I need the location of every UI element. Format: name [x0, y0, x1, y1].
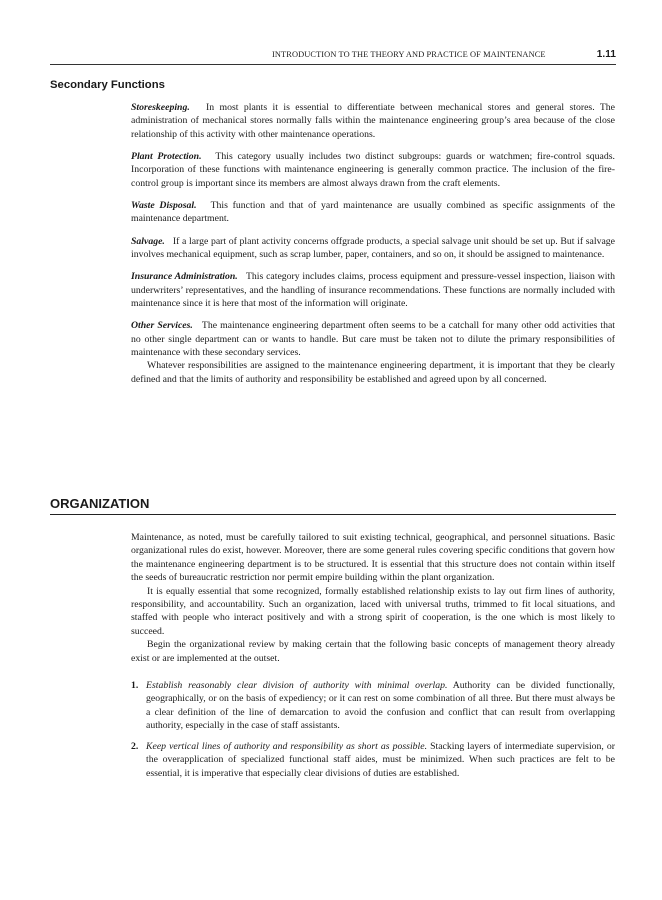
page-number: 1.11	[596, 49, 616, 60]
concept-lead-1: Establish reasonably clear division of authority with minimal overlap.	[146, 680, 448, 692]
paragraph-storeskeeping	[131, 101, 615, 141]
term-waste-disposal: Waste Disposal.	[131, 200, 197, 212]
concept-number-1: 1.	[131, 680, 139, 692]
concept-number-2: 2.	[131, 740, 139, 752]
text-waste-disposal: This function and that of yard maintenance are usually combined as specific assignments of the maintenance department.	[131, 200, 615, 225]
term-insurance-administration: Insurance Administration.	[131, 271, 238, 283]
organization-paragraph-2: It is equally essential that some recognized, formally established relationship exists to lay out firm lines of authority, responsibility, and accountability. Such an organization, laced with universal truths, trimmed to fit local situations, and staffed with people who interact positively and with a strong spirit of cooperation, is the one which is most likely to succeed.	[131, 585, 615, 637]
running-head-title	[272, 50, 616, 59]
concept-text-1: Authority can be divided functionally, geographically, or on the basis of expediency; or it can rest on some combination of all three. But there must always be a clear definition of the line of demarcation to avoid the confusion and conflict that can result from overlapping authority, especially in the case of staff assistants.	[146, 680, 615, 732]
header-rule	[50, 64, 616, 65]
paragraph-waste-disposal	[131, 199, 615, 226]
paragraph-closing: Whatever responsibilities are assigned to the maintenance engineering department, it is important that they be clearly defined and that the limits of authority and responsibility be established and agreed upon by all concerned.	[131, 360, 615, 385]
concept-item-2	[131, 740, 615, 780]
term-plant-protection: Plant Protection.	[131, 151, 202, 163]
text-salvage: If a large part of plant activity concerns offgrade products, a special salvage unit should be set up. But if salvage involves mechanical equipment, such as scrap lumber, paper, containers, and so on, it should be assigned to maintenance.	[131, 235, 615, 261]
text-storeskeeping: In most plants it is essential to differentiate between mechanical stores and general stores. The administration of mechanical stores normally falls within the maintenance engineering group’s area because of the close relationship of this activity with other maintenance operations.	[131, 102, 616, 140]
secondary-functions-section	[131, 101, 615, 386]
text-plant-protection: This category usually includes two distinct subgroups: guards or watchmen; fire-control squads. Incorporation of these functions with maintenance engineering is generally common practice. The inclusion of the fire-control group is important since its members are almost always drawn from the craft elements.	[131, 151, 615, 189]
paragraph-salvage	[131, 235, 615, 262]
concept-lead-2: Keep vertical lines of authority and responsibility as short as possible.	[146, 740, 428, 752]
concepts-list	[131, 679, 615, 780]
organization-rule	[50, 514, 616, 515]
term-storeskeeping: Storeskeeping.	[131, 102, 190, 113]
paragraph-plant-protection	[131, 150, 615, 190]
concept-item-1	[131, 679, 615, 733]
running-head-text: INTRODUCTION TO THE THEORY AND PRACTICE OF MAINTENANCE	[272, 50, 546, 59]
term-salvage: Salvage.	[131, 235, 165, 247]
secondary-functions-heading: Secondary Functions	[50, 79, 165, 91]
term-other-services: Other Services.	[131, 320, 193, 332]
paragraph-other-services	[131, 319, 615, 359]
text-other-services: The maintenance engineering department often seems to be a catchall for many other odd activities that no other single department can or wants to handle. But care must be taken not to dilute the primary responsibilities of maintenance with these secondary services.	[131, 320, 616, 359]
organization-section	[131, 531, 615, 780]
organization-paragraph-1: Maintenance, as noted, must be carefully tailored to suit existing technical, geographical, and personnel situations. Basic organizational rules do exist, however. Moreover, there are some general rules covering specific conditions that govern how the maintenance engineering department is to be structured. It is essential that this structure does not contain within itself the seeds of bureaucratic restriction nor permit empire building within the plant organization.	[131, 532, 615, 584]
text-insurance-administration: This category includes claims, process equipment and pressure-vessel inspection, liaison with underwriters’ representatives, and the handling of insurance recommendations. These functions are normally included with maintenance since it is here that most of the information will originate.	[131, 271, 616, 310]
organization-heading: ORGANIZATION	[50, 496, 150, 511]
organization-paragraph-3: Begin the organizational review by making certain that the following basic concepts of management theory already exist or are implemented at the outset.	[131, 639, 615, 664]
concept-text-2: Stacking layers of intermediate supervision, or the overapplication of specialized functional staff aides, must be minimized. When such practices are felt to be essential, it is imperative that especially clear divisions of duties are established.	[146, 740, 616, 779]
paragraph-insurance-administration	[131, 270, 615, 310]
